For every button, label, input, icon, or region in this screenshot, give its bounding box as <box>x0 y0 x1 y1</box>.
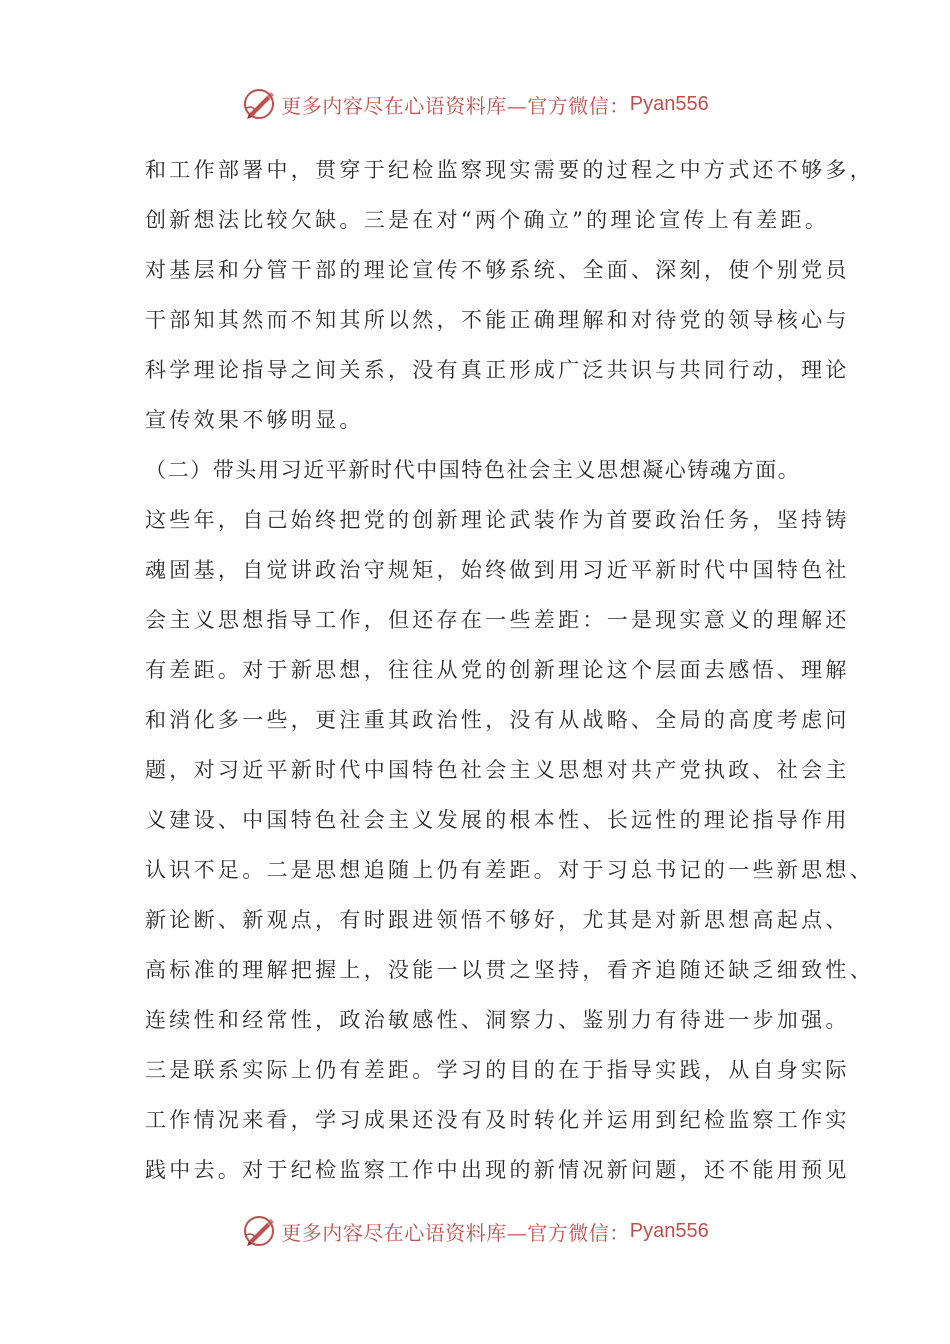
body-line-15: 认识不足。二是思想追随上仍有差距。对于习总书记的一些新思想、 <box>145 858 874 882</box>
pen-logo-icon <box>241 1213 277 1249</box>
footer-wechat-id: Pyan556 <box>629 1219 709 1242</box>
body-line-18: 连续性和经常性，政治敏感性、洞察力、鉴别力有待进一步加强。 <box>145 1008 850 1032</box>
body-line-8: 这些年，自己始终把党的创新理论武装作为首要政治任务，坚持铸 <box>145 508 850 532</box>
body-line-13: 题，对习近平新时代中国特色社会主义思想对共产党执政、社会主 <box>145 758 850 782</box>
footer-brand-text: 更多内容尽在心语资料库—官方微信： <box>281 1220 630 1245</box>
body-line-17: 高标准的理解把握上，没能一以贯之坚持，看齐追随还缺乏细致性、 <box>145 958 874 982</box>
body-line-11: 有差距。对于新思想，往往从党的创新理论这个层面去感悟、理解 <box>145 658 850 682</box>
body-line-20: 工作情况来看，学习成果还没有及时转化并运用到纪检监察工作实 <box>145 1108 850 1132</box>
body-line-4: 干部知其然而不知其所以然，不能正确理解和对待党的领导核心与 <box>145 308 850 332</box>
document-body <box>145 145 874 1195</box>
footer-banner <box>0 1211 950 1251</box>
body-line-3: 对基层和分管干部的理论宣传不够系统、全面、深刻，使个别党员 <box>145 258 850 282</box>
body-line-5: 科学理论指导之间关系，没有真正形成广泛共识与共同行动，理论 <box>145 358 850 382</box>
body-line-6: 宣传效果不够明显。 <box>145 408 364 432</box>
body-line-1: 和工作部署中，贯穿于纪检监察现实需要的过程之中方式还不够多， <box>145 158 874 182</box>
body-line-14: 义建设、中国特色社会主义发展的根本性、长远性的理论指导作用 <box>145 808 850 832</box>
body-line-2: 创新想法比较欠缺。三是在对“两个确立”的理论宣传上有差距。 <box>145 208 830 232</box>
body-line-10: 会主义思想指导工作，但还存在一些差距：一是现实意义的理解还 <box>145 608 850 632</box>
body-line-9: 魂固基，自觉讲政治守规矩，始终做到用习近平新时代中国特色社 <box>145 558 850 582</box>
header-brand-text: 更多内容尽在心语资料库—官方微信： <box>281 93 630 118</box>
body-line-19: 三是联系实际上仍有差距。学习的目的在于指导实践，从自身实际 <box>145 1058 850 1082</box>
body-line-21: 践中去。对于纪检监察工作中出现的新情况新问题，还不能用预见 <box>145 1158 850 1182</box>
header-banner <box>0 84 950 124</box>
header-wechat-id: Pyan556 <box>629 92 709 115</box>
body-line-12: 和消化多一些，更注重其政治性，没有从战略、全局的高度考虑问 <box>145 708 850 732</box>
body-line-16: 新论断、新观点，有时跟进领悟不够好，尤其是对新思想高起点、 <box>145 908 850 932</box>
section-heading-2: （二）带头用习近平新时代中国特色社会主义思想凝心铸魂方面。 <box>145 458 801 482</box>
pen-logo-icon <box>241 86 277 122</box>
